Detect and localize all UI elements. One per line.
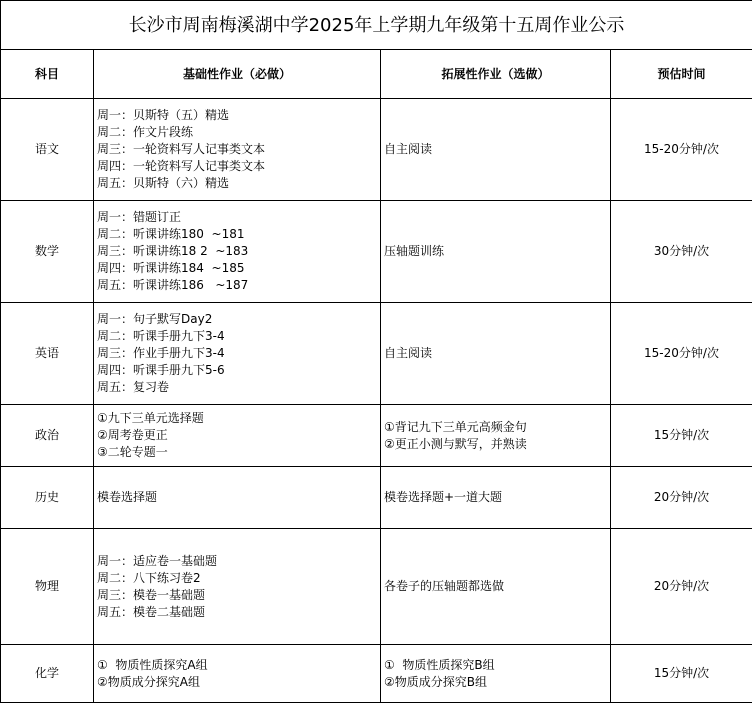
table-row xyxy=(1,99,752,201)
extended-line: 自主阅读 xyxy=(384,346,433,360)
extended-cell xyxy=(381,645,611,703)
subject-cell: 化学 xyxy=(1,645,94,703)
extended-line: ①背记九下三单元高频金句 xyxy=(384,419,527,434)
extended-cell xyxy=(381,529,611,645)
header-extended: 拓展性作业（选做） xyxy=(381,50,611,99)
basic-line: 周五：听课讲练186 ~187 xyxy=(97,278,249,292)
header-row xyxy=(1,50,752,99)
basic-line: ②物质成分探究A组 xyxy=(97,674,200,689)
subject-cell: 数学 xyxy=(1,201,94,303)
subject-cell: 英语 xyxy=(1,303,94,405)
basic-line: 周四：听课讲练184 ~185 xyxy=(97,261,245,275)
basic-cell xyxy=(94,201,381,303)
table-row xyxy=(1,467,752,529)
subject-cell: 语文 xyxy=(1,99,94,201)
basic-line: 周一：适应卷一基础题 xyxy=(97,553,218,568)
basic-line: 周一：句子默写Day2 xyxy=(97,312,213,326)
basic-line: 周三：模卷一基础题 xyxy=(97,587,206,602)
extended-cell xyxy=(381,405,611,467)
basic-line: 周二：八下练习卷2 xyxy=(97,570,201,585)
basic-line: 周二：听课手册九下3-4 xyxy=(97,329,225,343)
header-subject: 科目 xyxy=(1,50,94,99)
basic-line: 周二：作文片段练 xyxy=(97,125,194,139)
time-cell: 15分钟/次 xyxy=(611,405,752,467)
extended-line: 各卷子的压轴题都选做 xyxy=(384,579,505,593)
extended-line: ②物质成分探究B组 xyxy=(384,674,487,689)
time-cell: 15-20分钟/次 xyxy=(611,303,752,405)
header-time: 预估时间 xyxy=(611,50,752,99)
basic-cell xyxy=(94,405,381,467)
basic-line: 周五：模卷二基础题 xyxy=(97,604,206,619)
basic-line: ③二轮专题一 xyxy=(97,445,168,459)
header-basic: 基础性作业（必做） xyxy=(94,50,381,99)
subject-cell: 政治 xyxy=(1,405,94,467)
basic-cell xyxy=(94,303,381,405)
table-row xyxy=(1,405,752,467)
subject-cell: 物理 xyxy=(1,529,94,645)
time-cell: 20分钟/次 xyxy=(611,467,752,529)
extended-line: 压轴题训练 xyxy=(384,244,445,258)
time-cell: 15分钟/次 xyxy=(611,645,752,703)
time-cell: 15-20分钟/次 xyxy=(611,99,752,201)
basic-line: 周二：听课讲练180 ~181 xyxy=(97,227,245,241)
extended-line: 模卷选择题+一道大题 xyxy=(384,490,503,504)
basic-line: 模卷选择题 xyxy=(97,490,158,504)
extended-cell xyxy=(381,99,611,201)
basic-line: ②周考卷更正 xyxy=(97,428,168,442)
basic-line: 周三：听课讲练18 2 ~183 xyxy=(97,244,249,258)
basic-cell xyxy=(94,529,381,645)
basic-cell xyxy=(94,645,381,703)
subject-cell: 历史 xyxy=(1,467,94,529)
basic-line: 周四：听课手册九下5-6 xyxy=(97,363,225,377)
table-row xyxy=(1,645,752,703)
basic-line: 周三：作业手册九下3-4 xyxy=(97,346,225,360)
basic-line: 周一：贝斯特（五）精选 xyxy=(97,108,230,122)
basic-line: 周五：贝斯特（六）精选 xyxy=(97,176,230,190)
time-cell: 30分钟/次 xyxy=(611,201,752,303)
extended-cell xyxy=(381,467,611,529)
time-cell: 20分钟/次 xyxy=(611,529,752,645)
extended-cell xyxy=(381,303,611,405)
basic-line: ①九下三单元选择题 xyxy=(97,411,204,425)
extended-line: 自主阅读 xyxy=(384,142,433,156)
basic-line: 周五：复习卷 xyxy=(97,380,170,394)
table-row xyxy=(1,201,752,303)
basic-line: 周一：错题订正 xyxy=(97,210,182,224)
basic-cell xyxy=(94,99,381,201)
basic-line: ① 物质性质探究A组 xyxy=(97,657,208,672)
table-row xyxy=(1,303,752,405)
extended-line: ① 物质性质探究B组 xyxy=(384,657,495,672)
extended-line: ②更正小测与默写，并熟读 xyxy=(384,436,527,451)
basic-line: 周三：一轮资料写人记事类文本 xyxy=(97,142,266,156)
page-title: 长沙市周南梅溪湖中学2025年上学期九年级第十五周作业公示 xyxy=(1,1,752,50)
extended-cell xyxy=(381,201,611,303)
table-row xyxy=(1,529,752,645)
basic-line: 周四：一轮资料写人记事类文本 xyxy=(97,159,266,173)
basic-cell xyxy=(94,467,381,529)
